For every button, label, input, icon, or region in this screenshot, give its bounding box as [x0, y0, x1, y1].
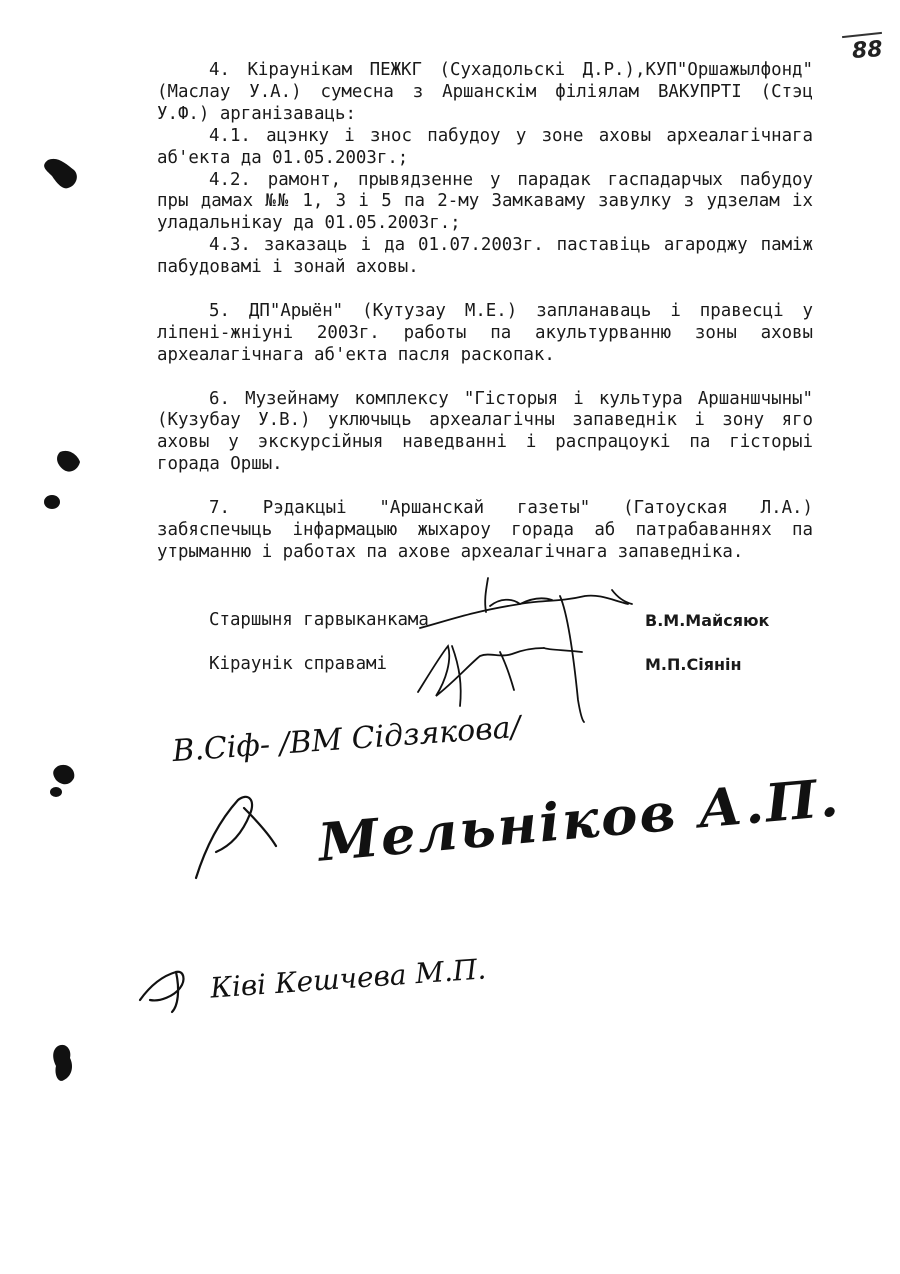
paragraph-6: 6. Музейнаму комплексу "Гісторыя і культура Аршаншчыны" (Кузубау У.В.) уключыць археалагічны запаведнік і зону яго аховы у экскурсійныя наведванні і распрацоукі па гісторыі горада Оршы.	[157, 388, 813, 475]
paragraph-4-1: 4.1. ацэнку і знос пабудоу у зоне аховы археалагічнага аб'екта да 01.05.2003г.;	[157, 125, 813, 168]
binding-marks	[44, 159, 80, 1081]
handwritten-note-2: Мельніков А.П.	[315, 767, 843, 874]
handwritten-note-1: В.Сіф- /ВМ Сідзякова/	[171, 709, 522, 770]
signature-name-chairman: В.М.Майсяюк	[645, 611, 770, 630]
paragraph-4-rest: (Маслау У.А.) сумесна з Аршанскім філіялам ВАКУПРТІ (Стэц У.Ф.) арганізаваць:	[157, 81, 813, 124]
paragraph-4-2: 4.2. рамонт, прывядзенне у парадак гаспадарчых пабудоу пры дамах №№ 1, 3 і 5 па 2-му Замкаваму завулку з удзелам іх уладальнікау да 01.05.2003г.;	[157, 169, 813, 234]
document-body	[157, 60, 813, 564]
signature-label-chairman: Старшыня гарвыканкама	[209, 610, 429, 630]
paragraph-5: 5. ДП"Арыён" (Кутузау М.Е.) запланаваць і правесці у ліпені-жніуні 2003г. работы па акультурванню зоны аховы археалагічнага аб'екта пасля раскопак.	[157, 300, 813, 365]
handwritten-note-3: Ківі Кешчева М.П.	[209, 952, 488, 1005]
manager-signature	[418, 646, 582, 706]
signature-name-manager: М.П.Сіянін	[645, 655, 742, 674]
paragraph-4	[157, 60, 813, 126]
chairman-signature	[420, 578, 632, 722]
paragraph-4-3: 4.3. заказаць і да 01.07.2003г. паставіць агароджу паміж пабудовамі і зонай аховы.	[157, 235, 813, 278]
paragraph-4-first-line: 4. Кіраунікам ПЕЖКГ (Сухадольскі Д.Р.),КУП"Оршажылфонд"	[209, 60, 813, 80]
page-number: 88	[851, 36, 884, 65]
signature-label-manager: Кіраунік справамі	[209, 654, 387, 674]
paragraph-7: 7. Рэдакцыі "Аршанскай газеты" (Гатоуская Л.А.) забяспечыць інфармацыю жыхароу горада аб патрабаваннях па утрыманню і работах па ахове археалагічнага запаведніка.	[157, 498, 813, 562]
